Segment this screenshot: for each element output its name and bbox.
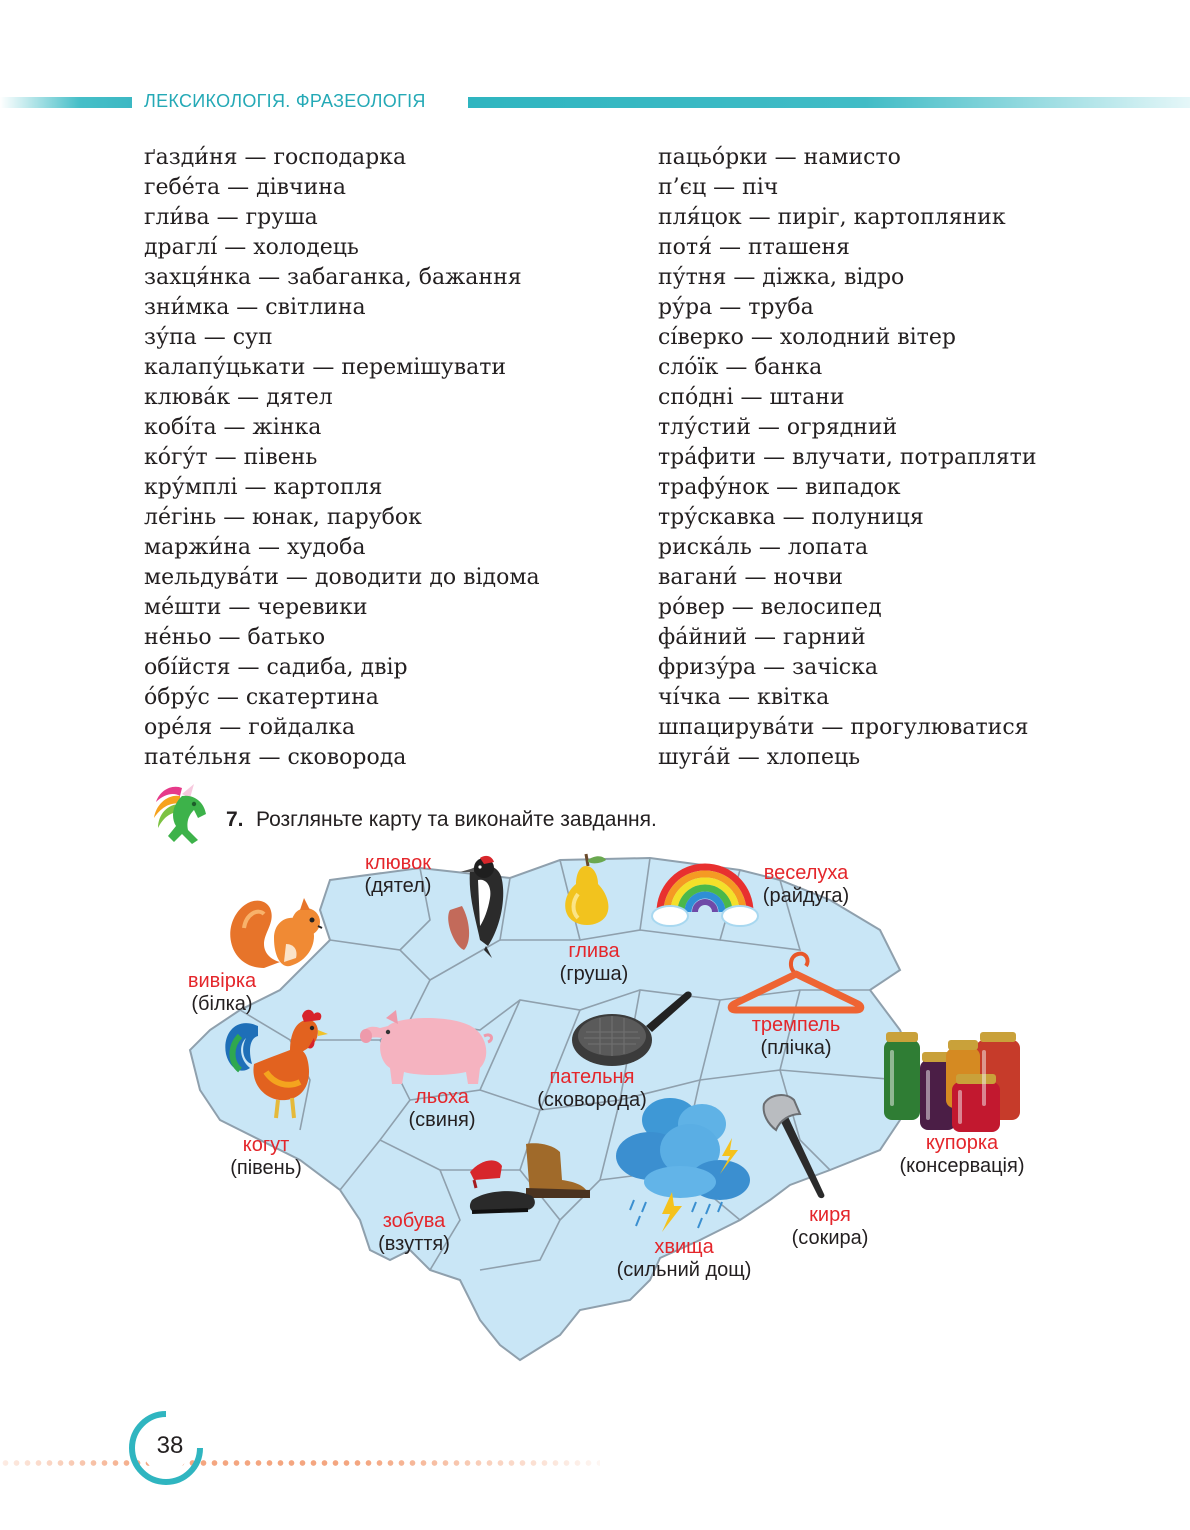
glossary-entry: шуга́й — хлопець xyxy=(658,745,861,770)
glossary-entry: ру́ра — труба xyxy=(658,295,814,320)
shoes-icon xyxy=(466,1140,596,1222)
literary-word: (свиня) xyxy=(408,1109,476,1131)
glossary-entry: пате́льня — сковорода xyxy=(144,745,407,770)
map-label-hlyva xyxy=(560,940,629,986)
map-label-kuporka xyxy=(900,1132,1025,1178)
glossary-entry: вагани́ — ночви xyxy=(658,565,843,590)
dialect-word: киря xyxy=(809,1204,851,1226)
glossary-entry: ме́шти — черевики xyxy=(144,595,368,620)
glossary-entry: риска́ль — лопата xyxy=(658,535,869,560)
task-number: 7. xyxy=(226,808,244,831)
jars-icon xyxy=(880,1026,1030,1136)
literary-word: (сокира) xyxy=(791,1227,869,1249)
glossary-entry: клюва́к — дятел xyxy=(144,385,333,410)
dialect-word: тремпель xyxy=(751,1014,841,1036)
glossary-entry: мельдува́ти — доводити до відома xyxy=(144,565,540,590)
glossary-entry: тру́скавка — полуниця xyxy=(658,505,924,530)
glossary-entry: о́бру́с — скатертина xyxy=(144,685,379,710)
dialect-word: глива xyxy=(568,940,620,962)
literary-word: (консервація) xyxy=(899,1155,1025,1177)
glossary-entry: спо́дні — штани xyxy=(658,385,845,410)
axe-icon xyxy=(756,1092,836,1202)
glossary-entry: зу́па — суп xyxy=(144,325,273,350)
woodpecker-icon xyxy=(440,850,520,960)
glossary-entry: фа́йний — гарний xyxy=(658,625,866,650)
glossary-entry: ґазди́ня — господарка xyxy=(144,145,407,170)
footer-dots xyxy=(0,1459,600,1467)
glossary-entry: чі́чка — квітка xyxy=(658,685,830,710)
glossary-entry: сі́верко — холодний вітер xyxy=(658,325,956,350)
rainbow-icon xyxy=(650,854,760,934)
dialect-word: вивірка xyxy=(187,970,257,992)
map-label-vyvirka xyxy=(188,970,256,1016)
map-label-patelnia xyxy=(537,1066,647,1112)
glossary-right-column xyxy=(658,143,1037,773)
frying-pan-icon xyxy=(570,986,694,1070)
glossary-entry: оре́ля — гойдалка xyxy=(144,715,356,740)
squirrel-icon xyxy=(224,888,334,980)
ukraine-dialect-map xyxy=(180,840,1060,1365)
glossary-entry: кобі́та — жінка xyxy=(144,415,322,440)
dialect-word: зобува xyxy=(382,1210,446,1232)
literary-word: (півень) xyxy=(230,1157,302,1179)
literary-word: (сильний дощ) xyxy=(616,1259,752,1281)
pig-icon xyxy=(358,1006,496,1088)
dialect-word: хвища xyxy=(654,1236,714,1258)
dialect-word: когут xyxy=(242,1134,290,1156)
dialect-word: пательня xyxy=(549,1066,635,1088)
glossary-entry: ле́гінь — юнак, парубок xyxy=(144,505,422,530)
dialect-word: клювок xyxy=(365,852,431,874)
header-bar-left xyxy=(0,97,132,108)
header-bar-right xyxy=(468,97,1190,108)
glossary-entry: гебе́та — дівчина xyxy=(144,175,347,200)
glossary-entry: пля́цок — пиріг, картопляник xyxy=(658,205,1006,230)
glossary-left-column xyxy=(144,143,540,773)
glossary-entry: пацьо́рки — намисто xyxy=(658,145,901,170)
rooster-icon xyxy=(220,1006,330,1124)
glossary-entry: ро́вер — велосипед xyxy=(658,595,882,620)
glossary-entry: потя́ — пташеня xyxy=(658,235,850,260)
pear-icon xyxy=(556,850,616,930)
literary-word: (дятел) xyxy=(364,875,432,897)
glossary-entry: зни́мка — світлина xyxy=(144,295,366,320)
glossary-entry: драглі́ — холодець xyxy=(144,235,359,260)
glossary-entry: тлу́стий — огрядний xyxy=(658,415,898,440)
literary-word: (білка) xyxy=(191,993,253,1015)
map-label-klyuvok xyxy=(365,852,432,898)
glossary-entry: калапу́цькати — перемішувати xyxy=(144,355,507,380)
literary-word: (груша) xyxy=(559,963,629,985)
literary-word: (взуття) xyxy=(378,1233,450,1255)
storm-cloud-icon xyxy=(610,1090,760,1240)
glossary-entry: кру́мплі — картопля xyxy=(144,475,383,500)
literary-word: (плічка) xyxy=(760,1037,832,1059)
dialect-word: купорка xyxy=(925,1132,999,1154)
task-instruction: Розгляньте карту та виконайте завдання. xyxy=(256,808,657,831)
glossary-entry: сло́їк — банка xyxy=(658,355,823,380)
map-label-khvyshcha xyxy=(617,1236,752,1282)
glossary-entry: не́ньо — батько xyxy=(144,625,326,650)
glossary-entry: фризу́ра — зачіска xyxy=(658,655,878,680)
glossary-entry: ко́гу́т — півень xyxy=(144,445,318,470)
glossary-entry: тра́фити — влучати, потрапляти xyxy=(658,445,1037,470)
dialect-word: веселуха xyxy=(763,862,849,884)
page-header-title: ЛЕКСИКОЛОГІЯ. ФРАЗЕОЛОГІЯ xyxy=(144,91,426,111)
glossary-entry: маржи́на — худоба xyxy=(144,535,366,560)
glossary-entry: захця́нка — забаганка, бажання xyxy=(144,265,522,290)
glossary-entry: шпацирува́ти — прогулюватися xyxy=(658,715,1029,740)
glossary-entry: трафу́нок — випадок xyxy=(658,475,901,500)
dialect-word: льоха xyxy=(415,1086,469,1108)
map-label-lokha xyxy=(409,1086,476,1132)
map-label-zobuva xyxy=(378,1210,450,1256)
literary-word: (райдуга) xyxy=(762,885,850,907)
map-label-kyria xyxy=(792,1204,869,1250)
glossary-entry: пу́тня — діжка, відро xyxy=(658,265,905,290)
hanger-icon xyxy=(726,946,866,1018)
page-number: 38 xyxy=(156,1432,184,1459)
glossary-entry: п’єц — піч xyxy=(658,175,779,200)
glossary-entry: гли́ва — груша xyxy=(144,205,318,230)
map-label-veselukha xyxy=(763,862,849,908)
literary-word: (сковорода) xyxy=(537,1089,647,1111)
map-label-kohut xyxy=(230,1134,302,1180)
map-label-trempel xyxy=(752,1014,841,1060)
glossary-entry: обі́йстя — садиба, двір xyxy=(144,655,408,680)
